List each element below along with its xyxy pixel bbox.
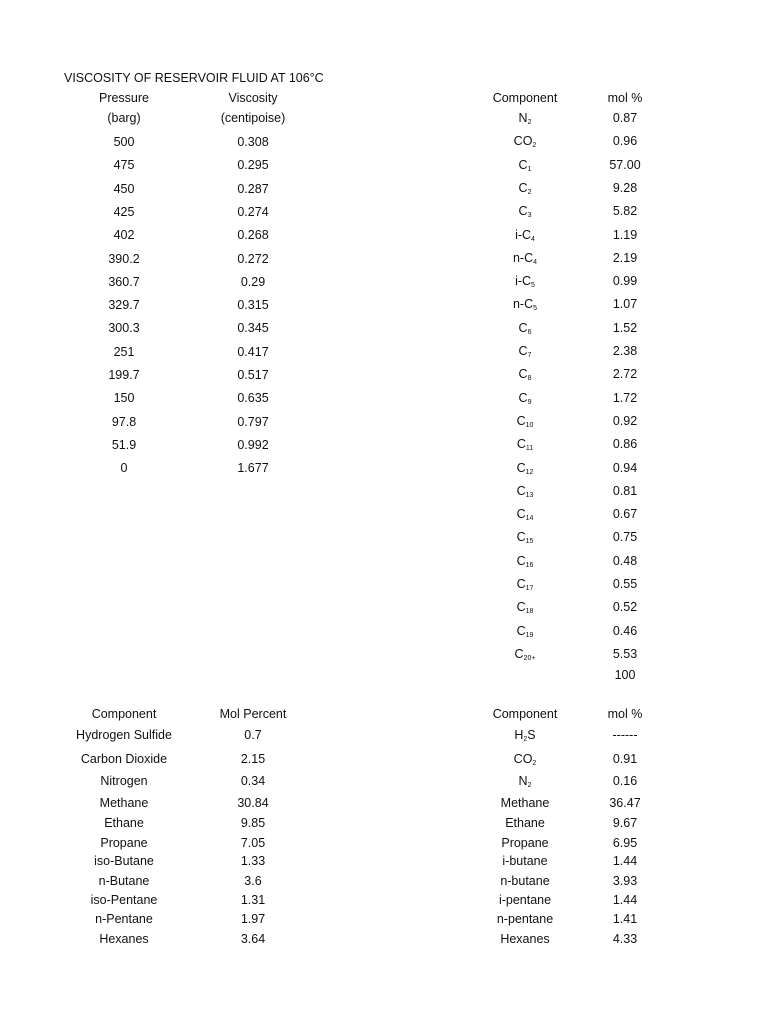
component-cell: Propane (100, 836, 148, 850)
component-cell (470, 344, 580, 358)
mol-percent-cell: 1.31 (240, 893, 266, 907)
mol-percent-cell: 0.92 (612, 413, 638, 428)
component-subscript: 2 (527, 119, 532, 126)
component-subscript: 3 (527, 212, 532, 220)
mol-percent-cell: 0.86 (612, 437, 638, 452)
component-cell: n-Pentane (95, 912, 153, 926)
component-subscript: 16 (525, 561, 534, 569)
component-symbol: C (516, 553, 526, 568)
component-cell: n-Butane (98, 874, 150, 888)
mol-percent-cell: 5.82 (612, 204, 638, 219)
component-symbol: CO (513, 134, 533, 149)
pressure-cell: 500 (113, 135, 135, 149)
component-subscript: 13 (525, 491, 534, 499)
pressure-unit: (barg) (107, 111, 141, 125)
component-suffix: S (527, 728, 536, 742)
component-subscript: 4 (531, 235, 535, 243)
component-subscript: 5 (531, 282, 535, 290)
component-symbol: i-C (515, 227, 532, 242)
page-title: VISCOSITY OF RESERVOIR FLUID AT 106°C (64, 71, 324, 85)
component-cell: Nitrogen (100, 774, 148, 788)
mol-percent-cell: 2.38 (612, 344, 638, 358)
component-symbol: Hexanes (500, 932, 550, 946)
component-cell: Carbon Dioxide (80, 752, 168, 766)
component-symbol: CO (513, 752, 533, 766)
component-symbol: C (518, 180, 528, 195)
component-cell (470, 912, 580, 926)
component-symbol: C (516, 577, 526, 591)
component-cell (470, 367, 580, 381)
mol-percent-cell: 0.96 (612, 134, 638, 149)
component-symbol: C (516, 483, 526, 498)
component-cell (470, 228, 580, 242)
viscosity-cell: 0.295 (237, 158, 269, 173)
mol-percent-cell: 5.53 (612, 646, 638, 661)
mol-percent-cell: 1.72 (612, 390, 638, 405)
viscosity-cell: 0.635 (237, 391, 269, 406)
component-cell (470, 321, 580, 335)
mol-percent-cell: 0.75 (612, 530, 638, 545)
viscosity-cell: 0.308 (237, 135, 269, 149)
component-symbol: C (518, 390, 528, 405)
pressure-cell: 425 (113, 204, 135, 219)
viscosity-cell: 0.29 (240, 274, 266, 289)
mol-percent-cell: 0.52 (612, 600, 638, 615)
mol-percent-cell: 9.85 (240, 816, 266, 830)
component-subscript: 1 (527, 165, 532, 173)
component-cell: iso-Butane (94, 854, 154, 868)
component-symbol: C (518, 204, 528, 219)
component-symbol: C (516, 623, 526, 638)
component-symbol: C (516, 437, 526, 452)
viscosity-cell: 0.268 (237, 228, 269, 243)
component-cell: Hexanes (99, 932, 149, 946)
pressure-cell: 402 (113, 228, 135, 243)
mol-percent-cell: 3.64 (240, 932, 266, 946)
component-subscript: 2 (532, 760, 537, 767)
component-subscript: 14 (525, 515, 534, 523)
component-subscript: 6 (527, 328, 532, 336)
component-cell (470, 111, 580, 125)
mol-percent-cell: 1.19 (612, 227, 638, 242)
component-subscript: 8 (527, 375, 532, 383)
pressure-cell: 300.3 (108, 321, 140, 336)
mol-percent-cell: 1.52 (612, 320, 638, 335)
component-cell (470, 530, 580, 544)
mol-percent-cell: 1.44 (612, 854, 638, 868)
component-cell (470, 752, 580, 766)
component-cell (470, 297, 580, 311)
mol-percent-cell: 2.15 (240, 752, 266, 766)
viscosity-cell: 0.345 (237, 321, 269, 336)
component-subscript: 4 (533, 258, 538, 266)
mol-percent-cell: 1.33 (240, 854, 266, 868)
component-symbol: i-C (515, 274, 532, 289)
component-cell: iso-Pentane (90, 893, 158, 907)
component-symbol: n-butane (500, 874, 550, 888)
component-symbol: C (516, 507, 526, 522)
component-header-3: Component (492, 707, 558, 721)
component-cell (470, 600, 580, 614)
mol-percent-cell: 36.47 (609, 796, 641, 810)
component-subscript: 2 (527, 782, 532, 789)
component-cell (470, 728, 580, 742)
viscosity-cell: 0.274 (237, 204, 269, 219)
mol-percent-cell: 1.41 (612, 912, 638, 926)
component-symbol: n-C (512, 297, 534, 312)
component-cell (470, 932, 580, 946)
component-cell (470, 204, 580, 218)
component-symbol: C (516, 413, 526, 428)
component-symbol: i-pentane (498, 893, 552, 907)
pressure-cell: 51.9 (111, 437, 137, 452)
mol-percent-cell: 2.72 (612, 367, 638, 382)
mol-percent-cell: 0.55 (612, 577, 638, 591)
component-cell (470, 854, 580, 868)
pressure-cell: 475 (113, 158, 135, 173)
mol-percent-cell: 9.67 (612, 816, 638, 830)
pressure-cell: 199.7 (108, 368, 140, 382)
component-subscript: 12 (525, 468, 534, 476)
viscosity-header: Viscosity (228, 91, 278, 105)
component-subscript: 19 (525, 631, 534, 639)
component-symbol: C (518, 157, 528, 172)
pressure-cell: 251 (113, 344, 135, 359)
pressure-header: Pressure (98, 91, 150, 105)
component-symbol: C (516, 460, 526, 475)
component-cell (470, 836, 580, 850)
mol-percent-cell: 0.48 (612, 553, 638, 568)
mol-percent-cell: 57.00 (609, 157, 641, 172)
mol-percent-cell: 3.93 (612, 874, 638, 888)
mol-percent-header-2: Mol Percent (219, 707, 287, 721)
component-symbol: Ethane (505, 816, 545, 830)
pressure-cell: 360.7 (108, 274, 140, 289)
component-cell (470, 577, 580, 591)
pressure-cell: 0 (120, 461, 128, 476)
component-cell (470, 507, 580, 521)
component-cell (470, 647, 580, 661)
component-symbol: i-butane (502, 854, 548, 868)
mol-percent-cell: 0.99 (612, 274, 638, 289)
mol-percent-cell: 4.33 (612, 932, 638, 946)
mol-percent-cell: 30.84 (237, 796, 269, 810)
component-symbol: C (516, 600, 526, 615)
mol-percent-cell: 0.7 (244, 728, 262, 742)
mol-percent-header: mol % (607, 91, 643, 105)
pressure-cell: 150 (113, 391, 135, 406)
component-subscript: 20+ (523, 654, 536, 662)
pressure-cell: 329.7 (108, 298, 140, 313)
mol-percent-cell: 3.6 (244, 874, 262, 888)
component-cell (470, 134, 580, 148)
viscosity-cell: 0.992 (237, 437, 269, 452)
mol-percent-cell: 1.07 (612, 297, 638, 312)
component-cell (470, 484, 580, 498)
component-cell (470, 816, 580, 830)
viscosity-unit: (centipoise) (220, 111, 286, 125)
component-cell: Methane (99, 796, 149, 810)
mol-percent-cell: 0.67 (612, 507, 638, 522)
component-cell (470, 391, 580, 405)
component-cell (470, 274, 580, 288)
viscosity-cell: 0.517 (237, 368, 269, 382)
mol-percent-cell: 0.87 (612, 111, 638, 125)
mol-percent-cell: 0.94 (612, 460, 638, 475)
component-symbol: Propane (501, 836, 549, 850)
viscosity-cell: 1.677 (237, 461, 269, 476)
mol-percent-cell: 9.28 (612, 180, 638, 195)
component-cell (470, 158, 580, 172)
mol-percent-cell: 0.16 (612, 774, 638, 788)
mol-percent-cell: 1.44 (612, 893, 638, 907)
viscosity-cell: 0.272 (237, 251, 269, 266)
component-subscript: 2 (523, 736, 528, 743)
component-cell (470, 251, 580, 265)
component-subscript: 7 (527, 352, 532, 359)
pressure-cell: 390.2 (108, 251, 140, 266)
component-symbol: Methane (500, 796, 550, 810)
pressure-cell: 97.8 (111, 414, 137, 429)
mol-percent-cell: 0.34 (240, 774, 266, 788)
component-subscript: 10 (525, 421, 534, 429)
component-cell (470, 893, 580, 907)
mol-percent-cell: ------ (612, 728, 638, 742)
component-cell (470, 624, 580, 638)
component-symbol: C (518, 367, 528, 382)
component-subscript: 9 (527, 398, 532, 406)
component-symbol: C (516, 530, 526, 545)
component-symbol: n-C (512, 250, 534, 265)
mol-percent-cell: 2.19 (612, 250, 638, 265)
component-cell (470, 774, 580, 788)
component-cell: Ethane (104, 816, 144, 830)
component-symbol: N (518, 774, 528, 788)
viscosity-cell: 0.287 (237, 181, 269, 196)
composition-total: 100 (614, 668, 636, 682)
component-symbol: N (518, 111, 528, 125)
mol-percent-cell: 0.91 (612, 752, 638, 766)
viscosity-cell: 0.315 (237, 298, 269, 313)
component-cell (470, 796, 580, 810)
component-header: Component (492, 91, 558, 105)
component-symbol: H (514, 728, 524, 742)
component-subscript: 2 (532, 142, 537, 150)
component-cell (470, 554, 580, 568)
mol-percent-header-3: mol % (607, 707, 643, 721)
mol-percent-cell: 1.97 (240, 912, 266, 926)
component-symbol: n-pentane (496, 912, 554, 926)
component-subscript: 17 (525, 585, 534, 592)
mol-percent-cell: 6.95 (612, 836, 638, 850)
component-subscript: 11 (525, 445, 534, 453)
component-cell (470, 874, 580, 888)
component-header-2: Component (91, 707, 157, 721)
viscosity-cell: 0.797 (237, 414, 269, 429)
component-cell: Hydrogen Sulfide (76, 728, 172, 742)
component-cell (470, 461, 580, 475)
component-subscript: 18 (525, 608, 534, 616)
component-cell (470, 414, 580, 428)
viscosity-cell: 0.417 (237, 344, 269, 359)
component-subscript: 15 (525, 538, 534, 546)
component-symbol: C (518, 320, 528, 335)
component-cell (470, 181, 580, 195)
component-symbol: C (514, 646, 524, 661)
component-subscript: 5 (533, 305, 538, 313)
mol-percent-cell: 7.05 (240, 836, 266, 850)
pressure-cell: 450 (113, 181, 135, 196)
mol-percent-cell: 0.81 (612, 483, 638, 498)
component-subscript: 2 (527, 188, 532, 196)
component-symbol: C (518, 344, 528, 358)
mol-percent-cell: 0.46 (612, 623, 638, 638)
component-cell (470, 437, 580, 451)
